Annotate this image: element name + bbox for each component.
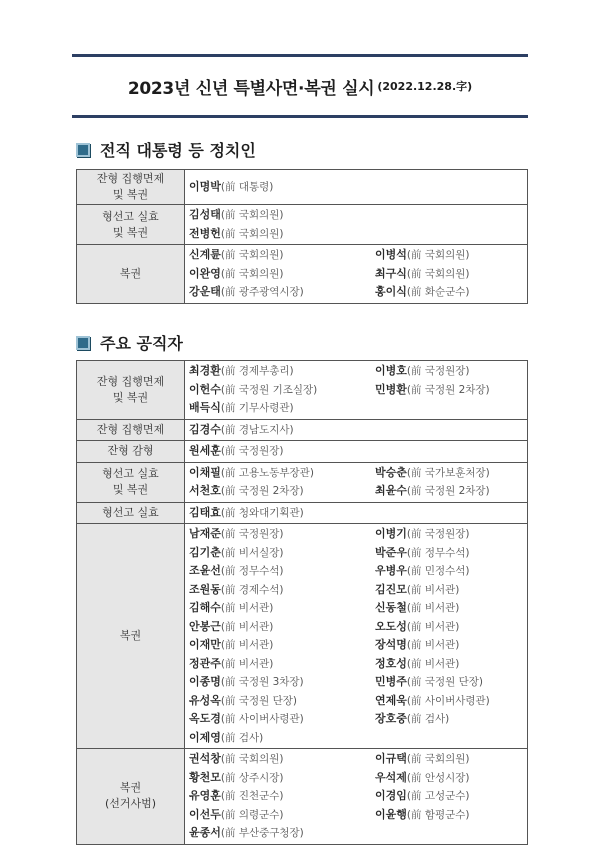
table-row (77, 441, 528, 463)
list-item (375, 787, 527, 806)
person-name: 황천모 (189, 770, 221, 784)
table-row (77, 502, 528, 524)
names-cell (185, 462, 528, 502)
list-item (189, 787, 375, 806)
list-item (375, 562, 527, 581)
person-name: 최윤수 (375, 484, 407, 497)
list-item (189, 504, 527, 523)
list-item (189, 581, 375, 600)
names-cell (185, 749, 528, 845)
list-item (375, 618, 527, 637)
person-name: 안봉근 (189, 619, 221, 633)
names-list (189, 442, 527, 461)
title-main: 2023년 신년 특별사면·복권 실시 (127, 78, 375, 99)
person-name: 이헌수 (189, 382, 221, 396)
list-item (189, 750, 375, 769)
category-cell (77, 170, 185, 205)
category-label: 잔형 감형 (107, 444, 154, 458)
list-item (189, 673, 375, 692)
person-former-position: (前 국회의원) (406, 753, 470, 765)
person-former-position: (前 의령군수) (220, 808, 284, 821)
names-list (189, 750, 527, 843)
person-former-position: (前 사이버사령관) (220, 713, 304, 725)
list-item (375, 581, 527, 600)
person-former-position: (前 광주광역시장) (220, 286, 304, 298)
person-former-position: (前 비서실장) (220, 546, 284, 559)
person-name: 이병기 (375, 527, 407, 540)
list-item (189, 362, 375, 381)
person-name: 박승춘 (375, 465, 407, 479)
list-item (189, 655, 375, 674)
category-cell (77, 205, 185, 245)
names-list (189, 525, 527, 747)
person-name: 최구식 (375, 266, 407, 280)
person-name: 유성옥 (189, 693, 221, 707)
person-name: 이명박 (189, 179, 221, 193)
person-former-position: (前 국정원 단장) (406, 676, 483, 688)
person-name: 권석창 (189, 752, 221, 765)
person-name: 강운태 (189, 285, 221, 298)
list-item (189, 562, 375, 581)
list-item (189, 824, 375, 843)
category-label: 형선고 실효 (102, 467, 159, 480)
person-name: 이병석 (375, 248, 407, 261)
person-name: 김태효 (189, 505, 221, 519)
list-item (375, 673, 527, 692)
category-label: 형선고 실효 (102, 505, 159, 519)
bullet-square-icon (76, 143, 90, 157)
title-date: (2022.12.28.字) (377, 80, 473, 93)
list-item (375, 769, 527, 788)
table-row (77, 462, 528, 502)
person-former-position: (前 경제수석) (220, 583, 284, 596)
list-item (189, 482, 375, 501)
person-former-position: (前 고용노동부장관) (220, 466, 314, 479)
list-item (189, 421, 527, 440)
person-former-position: (前 국정원 2차장) (406, 485, 490, 497)
person-former-position: (前 비서관) (220, 602, 274, 614)
category-label: 복권 (119, 781, 142, 795)
person-former-position: (前 비서관) (220, 639, 274, 651)
table-row (77, 170, 528, 205)
person-name: 김경수 (189, 422, 221, 436)
table-row (77, 361, 528, 420)
person-name: 이재만 (189, 638, 221, 651)
list-item (189, 206, 527, 225)
person-former-position: (前 국정원장) (406, 365, 470, 377)
person-former-position: (前 대통령) (220, 180, 274, 193)
person-former-position: (前 진천군수) (220, 790, 284, 802)
list-item (189, 599, 375, 618)
person-name: 전병헌 (189, 226, 221, 240)
person-name: 김성태 (189, 208, 221, 221)
person-name: 배득식 (189, 401, 221, 414)
category-cell (77, 441, 185, 463)
person-name: 이종명 (189, 675, 221, 688)
person-former-position: (前 국정원 기조실장) (220, 383, 318, 396)
table-row (77, 524, 528, 749)
list-item (189, 769, 375, 788)
section-heading-officials (76, 331, 183, 354)
list-item (375, 482, 527, 501)
category-cell (77, 749, 185, 845)
section-heading-politicians (76, 138, 256, 161)
category-label: 복권 (119, 629, 142, 642)
table-row (77, 205, 528, 245)
person-former-position: (前 국정원 단장) (220, 694, 297, 707)
names-cell (185, 245, 528, 304)
category-label: (선거사범) (104, 797, 157, 811)
person-name: 옥도경 (189, 712, 221, 725)
list-item (189, 381, 375, 400)
person-name: 민병환 (375, 382, 407, 396)
list-item (189, 265, 375, 284)
person-name: 정관주 (189, 656, 221, 670)
document-title (72, 54, 528, 118)
list-item (189, 618, 375, 637)
names-cell (185, 205, 528, 245)
names-cell (185, 419, 528, 441)
person-former-position: (前 검사) (220, 731, 264, 744)
category-label: 및 복권 (112, 225, 149, 239)
person-former-position: (前 정무수석) (220, 565, 284, 577)
list-item (375, 655, 527, 674)
person-name: 민병주 (375, 675, 407, 688)
person-name: 홍이식 (375, 285, 407, 298)
person-former-position: (前 국회의원) (406, 267, 470, 280)
section-heading-text: 주요 공직자 (100, 334, 183, 353)
person-name: 원세훈 (189, 444, 221, 457)
person-name: 이제영 (189, 730, 221, 744)
list-item (375, 381, 527, 400)
person-former-position: (前 국회의원) (406, 249, 470, 261)
person-former-position: (前 비서관) (406, 657, 460, 670)
person-name: 오도성 (375, 619, 407, 633)
person-name: 최경환 (189, 364, 221, 377)
person-former-position: (前 경남도지사) (220, 423, 294, 436)
list-item (189, 178, 527, 197)
person-name: 남재준 (189, 527, 221, 540)
category-label: 잔형 집행면제 (96, 172, 165, 185)
person-former-position: (前 국회의원) (220, 249, 284, 261)
person-name: 김기춘 (189, 545, 221, 559)
person-former-position: (前 국정원장) (406, 528, 470, 540)
category-cell (77, 419, 185, 441)
person-name: 장석명 (375, 638, 407, 651)
category-label: 및 복권 (112, 390, 149, 404)
person-former-position: (前 국정원 2차장) (406, 383, 490, 396)
list-item (375, 692, 527, 711)
list-item (189, 283, 375, 302)
category-cell (77, 245, 185, 304)
officials-table (76, 360, 528, 845)
person-name: 유영훈 (189, 789, 221, 802)
person-former-position: (前 국정원장) (220, 528, 284, 540)
names-cell (185, 502, 528, 524)
person-name: 조원동 (189, 582, 221, 596)
person-name: 서천호 (189, 484, 221, 497)
person-name: 김해수 (189, 601, 221, 614)
category-label: 복권 (119, 266, 142, 280)
person-former-position: (前 국정원 3차장) (220, 676, 304, 688)
person-former-position: (前 비서관) (406, 620, 460, 633)
names-cell (185, 441, 528, 463)
person-former-position: (前 국회의원) (220, 753, 284, 765)
person-name: 정호성 (375, 656, 407, 670)
list-item (375, 525, 527, 544)
person-former-position: (前 기무사령관) (220, 402, 294, 414)
list-item (189, 692, 375, 711)
person-name: 신계륜 (189, 248, 221, 261)
person-former-position: (前 함평군수) (406, 808, 470, 821)
list-item (375, 806, 527, 825)
list-item (375, 544, 527, 563)
person-former-position: (前 비서관) (220, 620, 274, 633)
person-name: 이윤행 (375, 807, 407, 821)
list-item (375, 362, 527, 381)
person-name: 조윤선 (189, 564, 221, 577)
list-item (189, 729, 375, 748)
person-former-position: (前 검사) (406, 713, 450, 725)
person-former-position: (前 국정원 2차장) (220, 485, 304, 497)
person-former-position: (前 경제부총리) (220, 365, 294, 377)
category-cell (77, 462, 185, 502)
names-list (189, 246, 527, 302)
list-item (375, 246, 527, 265)
person-name: 이채필 (189, 465, 221, 479)
bullet-square-icon (76, 336, 90, 350)
person-former-position: (前 고성군수) (406, 790, 470, 802)
list-item (375, 636, 527, 655)
list-item (375, 265, 527, 284)
list-item (189, 399, 375, 418)
person-former-position: (前 안성시장) (406, 771, 470, 784)
list-item (189, 525, 375, 544)
list-item (189, 710, 375, 729)
person-former-position: (前 화순군수) (406, 286, 470, 298)
list-item (375, 710, 527, 729)
person-former-position: (前 국회의원) (220, 227, 284, 240)
list-item (189, 806, 375, 825)
person-name: 이선두 (189, 807, 221, 821)
person-name: 박준우 (375, 545, 407, 559)
person-former-position: (前 정무수석) (406, 546, 470, 559)
category-label: 및 복권 (112, 483, 149, 496)
person-name: 이규택 (375, 752, 407, 765)
person-name: 윤종서 (189, 826, 221, 839)
person-former-position: (前 청와대기획관) (220, 506, 304, 519)
table-row (77, 419, 528, 441)
names-list (189, 178, 527, 197)
list-item (375, 750, 527, 769)
list-item (189, 225, 527, 244)
table-row (77, 245, 528, 304)
person-former-position: (前 비서관) (406, 639, 460, 651)
person-name: 신동철 (375, 601, 407, 614)
category-label: 형선고 실효 (102, 209, 159, 223)
person-name: 연제욱 (375, 693, 407, 707)
names-list (189, 206, 527, 243)
names-list (189, 362, 527, 418)
section-heading-text: 전직 대통령 등 정치인 (100, 141, 256, 160)
person-name: 우병우 (375, 564, 407, 577)
names-list (189, 464, 527, 501)
person-name: 장호중 (375, 712, 407, 725)
person-name: 우석제 (375, 770, 407, 784)
list-item (375, 283, 527, 302)
list-item (189, 636, 375, 655)
person-former-position: (前 민정수석) (406, 565, 470, 577)
names-list (189, 504, 527, 523)
person-former-position: (前 사이버사령관) (406, 694, 490, 707)
names-cell (185, 524, 528, 749)
person-former-position: (前 상주시장) (220, 771, 284, 784)
category-cell (77, 361, 185, 420)
list-item (375, 464, 527, 483)
table-row (77, 749, 528, 845)
names-list (189, 421, 527, 440)
person-former-position: (前 국회의원) (220, 209, 284, 221)
person-former-position: (前 부산중구청장) (220, 827, 304, 839)
category-cell (77, 502, 185, 524)
list-item (189, 464, 375, 483)
person-former-position: (前 국가보훈처장) (406, 466, 490, 479)
person-name: 이경임 (375, 789, 407, 802)
list-item (189, 442, 527, 461)
category-label: 잔형 집행면제 (96, 374, 165, 388)
person-name: 이병호 (375, 364, 407, 377)
list-item (189, 544, 375, 563)
person-former-position: (前 비서관) (406, 583, 460, 596)
category-cell (77, 524, 185, 749)
person-name: 김진모 (375, 582, 407, 596)
names-cell (185, 170, 528, 205)
list-item (375, 599, 527, 618)
person-name: 이완영 (189, 266, 221, 280)
person-former-position: (前 국회의원) (220, 267, 284, 280)
politicians-table (76, 169, 528, 304)
category-label: 잔형 집행면제 (96, 422, 165, 436)
list-item (189, 246, 375, 265)
person-former-position: (前 비서관) (406, 602, 460, 614)
person-former-position: (前 비서관) (220, 657, 274, 670)
person-former-position: (前 국정원장) (220, 445, 284, 457)
category-label: 및 복권 (112, 188, 149, 201)
names-cell (185, 361, 528, 420)
